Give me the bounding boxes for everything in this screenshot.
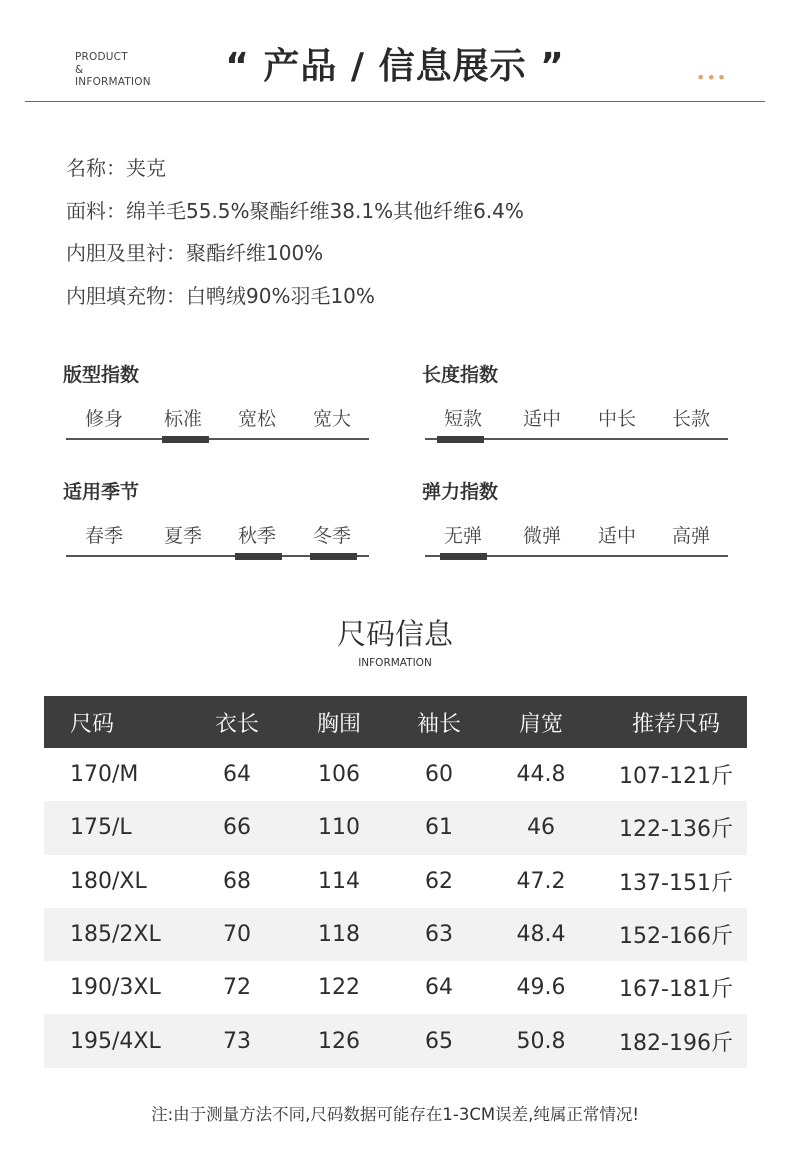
season-selected-marker-autumn	[235, 553, 282, 560]
size-section-title: 尺码信息	[336, 617, 453, 651]
table-cell: 61	[425, 815, 453, 841]
season-option: 冬季	[312, 525, 351, 547]
elasticity-option: 高弹	[671, 525, 710, 547]
table-cell: 72	[223, 975, 251, 1001]
table-header-cell: 推荐尺码	[631, 711, 720, 737]
elasticity-index-title: 弹力指数	[422, 481, 499, 503]
table-cell: 114	[318, 868, 360, 894]
length-option: 短款	[443, 408, 482, 430]
table-cell: 64	[223, 762, 251, 788]
table-cell: 122-136斤	[619, 817, 733, 843]
table-cell: 46	[527, 815, 555, 841]
season-title: 适用季节	[63, 481, 140, 503]
measurement-note: 注:由于测量方法不同,尺码数据可能存在1-3CM误差,纯属正常情况!	[151, 1105, 639, 1124]
table-header-cell: 尺码	[70, 711, 115, 737]
table-cell: 182-196斤	[619, 1030, 733, 1056]
elasticity-selected-marker	[440, 553, 487, 560]
size-section-subtitle: INFORMATION	[358, 657, 432, 669]
fit-option: 宽松	[237, 408, 276, 430]
table-row	[44, 855, 747, 908]
elasticity-option: 适中	[597, 525, 636, 547]
length-option: 适中	[522, 408, 561, 430]
fit-option: 修身	[84, 408, 123, 430]
table-cell: 107-121斤	[619, 764, 733, 790]
table-cell: 110	[318, 815, 360, 841]
fit-option: 标准	[163, 408, 202, 430]
table-cell: 44.8	[516, 762, 566, 788]
decorative-dots: •••	[696, 68, 728, 87]
info-filling: 内胆填充物：白鸭绒90%羽毛10%	[66, 284, 375, 308]
table-cell: 73	[223, 1028, 251, 1054]
size-table	[44, 696, 747, 1068]
length-index-title: 长度指数	[422, 364, 499, 386]
table-cell: 185/2XL	[70, 922, 161, 948]
season-selected-marker-winter	[310, 553, 357, 560]
table-cell: 170/M	[70, 762, 139, 788]
header-english-label: PRODUCT & INFORMATION	[75, 51, 151, 88]
info-fabric: 面料：绵羊毛55.5%聚酯纤维38.1%其他纤维6.4%	[66, 199, 524, 223]
table-cell: 180/XL	[70, 868, 147, 894]
table-header-row	[44, 696, 747, 748]
table-cell: 190/3XL	[70, 975, 161, 1001]
table-cell: 106	[318, 762, 360, 788]
table-cell: 66	[223, 815, 251, 841]
table-cell: 47.2	[516, 868, 566, 894]
season-option: 秋季	[237, 525, 276, 547]
page-title: “ 产品 / 信息展示 ”	[225, 46, 565, 87]
fit-option: 宽大	[312, 408, 351, 430]
length-option: 中长	[597, 408, 636, 430]
table-row	[44, 1014, 747, 1067]
table-cell: 64	[425, 975, 453, 1001]
length-option: 长款	[671, 408, 710, 430]
table-row	[44, 801, 747, 854]
table-cell: 48.4	[516, 922, 566, 948]
table-cell: 175/L	[70, 815, 132, 841]
elasticity-option: 微弹	[522, 525, 561, 547]
table-cell: 126	[318, 1028, 360, 1054]
fit-scale-line	[66, 438, 369, 440]
table-row	[44, 961, 747, 1014]
table-header-cell: 衣长	[214, 711, 259, 737]
info-name: 名称：夹克	[66, 156, 166, 180]
table-cell: 68	[223, 868, 251, 894]
table-header-cell: 胸围	[316, 711, 361, 737]
fit-selected-marker	[162, 436, 209, 443]
table-cell: 65	[425, 1028, 453, 1054]
elasticity-option: 无弹	[443, 525, 482, 547]
table-header-cell: 肩宽	[518, 711, 563, 737]
table-cell: 60	[425, 762, 453, 788]
table-row	[44, 748, 747, 801]
table-cell: 63	[425, 922, 453, 948]
fit-index-title: 版型指数	[63, 364, 140, 386]
table-cell: 50.8	[516, 1028, 566, 1054]
header-divider	[25, 101, 765, 102]
table-row	[44, 908, 747, 961]
table-cell: 118	[318, 922, 360, 948]
info-lining: 内胆及里衬：聚酯纤维100%	[66, 241, 324, 265]
length-selected-marker	[437, 436, 484, 443]
table-header-cell: 袖长	[416, 711, 461, 737]
table-cell: 49.6	[516, 975, 566, 1001]
table-cell: 70	[223, 922, 251, 948]
table-cell: 62	[425, 868, 453, 894]
table-cell: 122	[318, 975, 360, 1001]
table-cell: 167-181斤	[619, 977, 733, 1003]
season-option: 夏季	[163, 525, 202, 547]
table-cell: 152-166斤	[619, 924, 733, 950]
season-option: 春季	[84, 525, 123, 547]
table-cell: 137-151斤	[619, 870, 733, 896]
table-cell: 195/4XL	[70, 1028, 161, 1054]
